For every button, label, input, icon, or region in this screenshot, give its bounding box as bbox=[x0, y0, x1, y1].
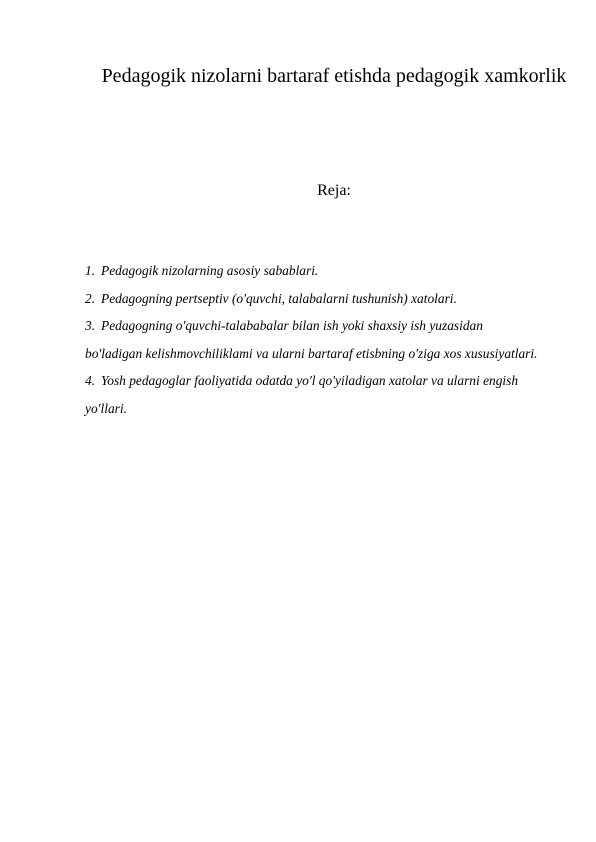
plan-item-number: 3. bbox=[85, 318, 96, 333]
plan-item-number: 4. bbox=[85, 373, 96, 388]
plan-list bbox=[85, 257, 540, 422]
plan-item-text: Pedagogik nizolarning asosiy sabablari. bbox=[101, 263, 319, 278]
plan-item-number: 1. bbox=[85, 263, 96, 278]
plan-item-text: Pedagogning o'quvchi-talababalar bilan ish yoki shaxsiy ish yuzasidan bo'ladigan kelishmovchiliklami va ularni bartaraf etisbning o'ziga xos xususiyatlari. bbox=[85, 318, 538, 361]
plan-item-text: Pedagogning pertseptiv (o'quvchi, talabalarni tushunish) xatolari. bbox=[101, 290, 457, 306]
plan-item bbox=[85, 257, 540, 285]
plan-item bbox=[85, 312, 540, 367]
plan-item bbox=[85, 367, 540, 422]
plan-item-number: 2. bbox=[85, 290, 96, 306]
plan-item bbox=[85, 285, 540, 313]
document-title: Pedagogik nizolarni bartaraf etishda pedagogik xamkorlik bbox=[101, 65, 567, 87]
plan-item-text: Yosh pedagoglar faoliyatida odatda yo'l qo'yiladigan xatolar va ularni engish yo'llari. bbox=[85, 373, 519, 416]
plan-heading: Reja: bbox=[317, 182, 351, 199]
